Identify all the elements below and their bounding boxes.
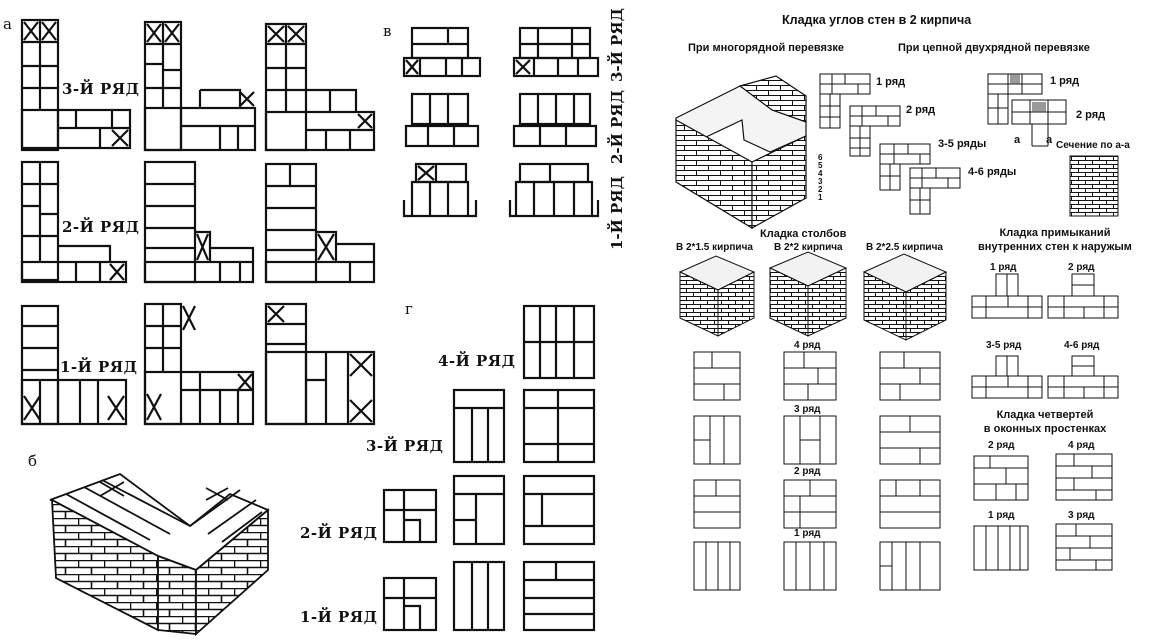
- multi-row-label-46: 4-6 ряды: [968, 166, 1017, 178]
- row-label-v-3: 3-Й РЯД: [608, 8, 626, 82]
- junctions-title-line2: внутренних стен к наружым: [978, 241, 1132, 253]
- pillar-row-3: 3 ряд: [794, 404, 821, 415]
- isometric-corner-b: [50, 474, 268, 634]
- l-corner-row3-col3: [266, 24, 374, 150]
- row-label-v-1: 1-Й РЯД: [608, 176, 626, 250]
- wall-end-row1: [404, 164, 598, 216]
- l-corner-row2-col2: [145, 162, 253, 282]
- course-number-5: 5: [818, 161, 823, 170]
- quarters-title-line1: Кладка четвертей: [996, 409, 1094, 421]
- junction-row-46: 4-6 ряд: [1064, 340, 1100, 351]
- section-mark-right: а: [1046, 134, 1053, 146]
- pier-row1-b: [472, 562, 488, 630]
- quarter-row-3: 3 ряд: [1068, 510, 1095, 521]
- pillar-row-2: 2 ряд: [794, 466, 821, 477]
- pillars-title: Кладка столбов: [760, 228, 847, 240]
- multi-row-label-35: 3-5 ряды: [938, 138, 987, 150]
- pier-row2-a: [384, 490, 436, 542]
- junction-row-1: 1 ряд: [990, 262, 1017, 273]
- row-label-a-1: 1-Й РЯД: [60, 358, 138, 376]
- chain-row-label-2: 2 ряд: [1076, 109, 1106, 121]
- junction-row-2: 2 ряд: [1068, 262, 1095, 273]
- row-label-a-2: 2-Й РЯД: [62, 218, 140, 236]
- course-number-4: 4: [818, 169, 823, 178]
- row-label-g-3: 3-Й РЯД: [366, 437, 444, 455]
- chain-row-heading: При цепной двухрядной перевязке: [898, 42, 1090, 54]
- pillar-size-2: В 2*2 кирпича: [774, 242, 843, 253]
- multi-row-label-1: 1 ряд: [876, 76, 906, 88]
- pier-row1-c: [524, 562, 594, 614]
- pier-row1-a: [384, 578, 436, 630]
- panel-letter-b: б: [28, 452, 38, 470]
- course-number-6: 6: [818, 153, 823, 162]
- pier-row2-c: [524, 494, 594, 526]
- quarter-row-1: 1 ряд: [988, 510, 1015, 521]
- course-number-1: 1: [818, 193, 823, 202]
- pier-row2-b: [454, 494, 504, 544]
- row-label-g-2: 2-Й РЯД: [300, 524, 378, 542]
- wall-corner-3d: [676, 76, 806, 228]
- quarter-row-4: 4 ряд: [1068, 440, 1095, 451]
- row-label-v-2: 2-Й РЯД: [608, 90, 626, 164]
- row-label-g-4: 4-Й РЯД: [438, 352, 516, 370]
- pier-row4: [524, 306, 594, 378]
- l-corner-row1-col3: [266, 304, 374, 424]
- wall-end-row3: [404, 28, 598, 76]
- pillar-size-3: В 2*2.5 кирпича: [866, 242, 943, 253]
- l-corner-row2-col3: [266, 164, 374, 282]
- quarter-row-2: 2 ряд: [988, 440, 1015, 451]
- pier-row3-a: [454, 408, 504, 462]
- row-label-a-3: 3-Й РЯД: [62, 80, 140, 98]
- multi-row-heading: При многорядной перевязке: [688, 42, 844, 54]
- junctions-title-line1: Кладка примыканий: [999, 227, 1111, 239]
- course-number-2: 2: [818, 185, 823, 194]
- right-title: Кладка углов стен в 2 кирпича: [782, 13, 972, 27]
- pillar-3d: [680, 252, 946, 340]
- panel-letter-g: г: [405, 300, 413, 318]
- junctions-title: [955, 226, 1155, 254]
- panel-letter-v: в: [383, 22, 392, 40]
- row-label-g-1: 1-Й РЯД: [300, 608, 378, 626]
- pillar-row-1: 1 ряд: [794, 528, 821, 539]
- pillar-size-1: В 2*1.5 кирпича: [676, 242, 753, 253]
- pier-row3-b: [524, 390, 594, 462]
- panel-v-drawings: [404, 28, 598, 216]
- course-numbers: [818, 154, 822, 202]
- l-corner-row1-col2: [145, 304, 253, 424]
- junction-row-35: 3-5 ряд: [986, 340, 1022, 351]
- pillar-row-4: 4 ряд: [794, 340, 821, 351]
- quarters-title-line2: в оконных простенках: [983, 423, 1107, 435]
- l-corner-row3-col2: [145, 22, 255, 150]
- course-number-3: 3: [818, 177, 823, 186]
- wall-end-row2: [406, 94, 596, 146]
- section-label: Сечение по а-а: [1056, 140, 1130, 151]
- panel-letter-a: а: [3, 15, 12, 33]
- section-mark-left: а: [1014, 134, 1021, 146]
- junction-plans: [972, 274, 1118, 398]
- multi-row-label-2: 2 ряд: [906, 104, 936, 116]
- quarters-title: [955, 408, 1135, 436]
- chain-row-label-1: 1 ряд: [1050, 75, 1080, 87]
